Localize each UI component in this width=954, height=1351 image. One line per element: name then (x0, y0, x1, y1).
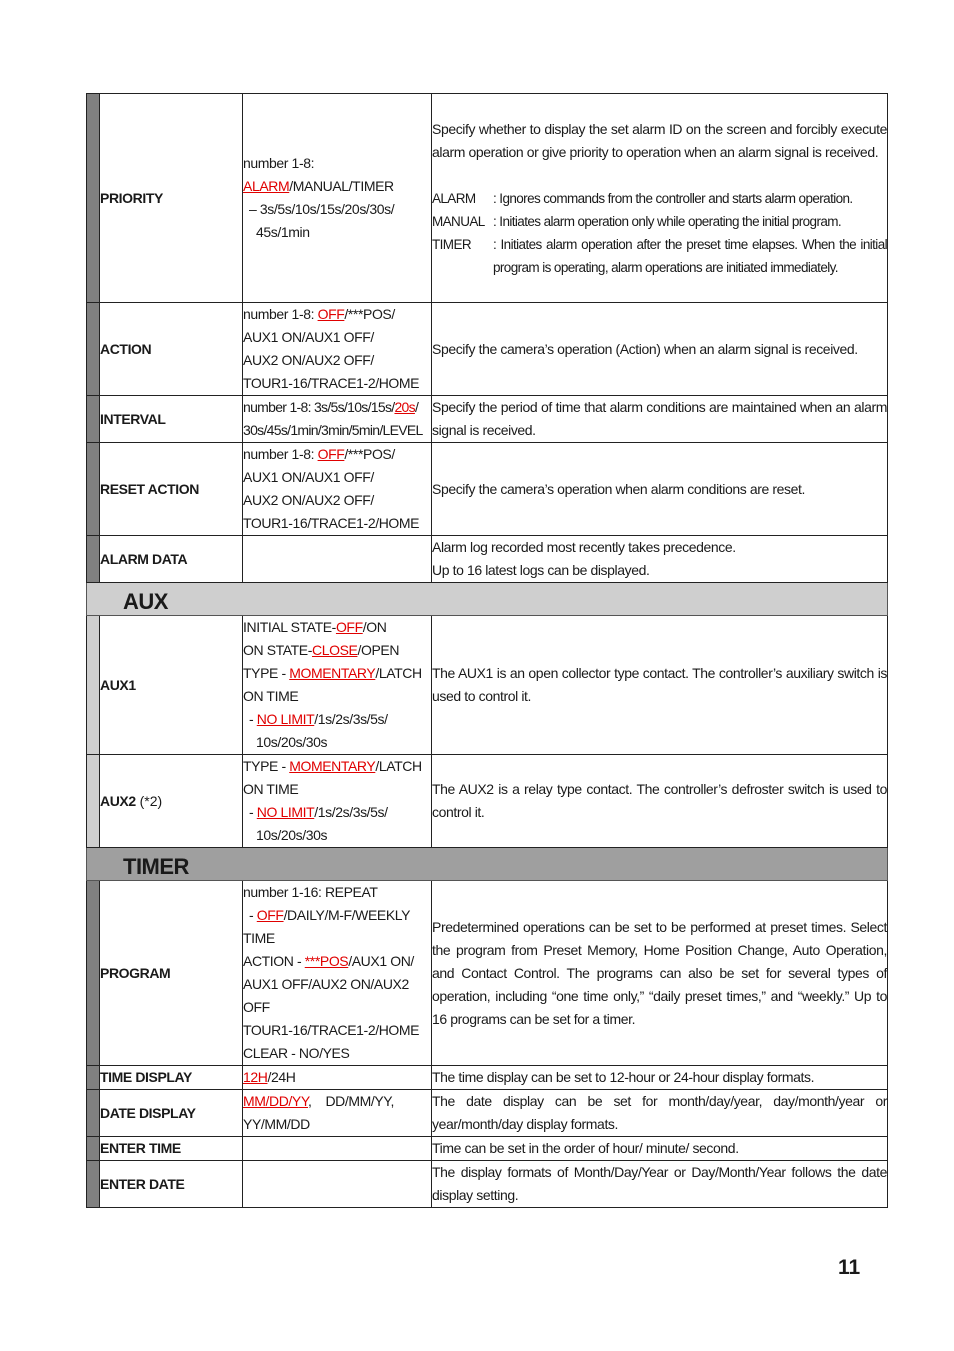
section-bar (87, 755, 100, 848)
setting-text: /1s/2s/3s/5s/ (314, 804, 388, 820)
option-key: TIMER (432, 236, 471, 252)
setting-line (243, 639, 431, 662)
setting-text: /***POS/ (344, 446, 395, 462)
table-row (87, 1137, 888, 1161)
setting-text: ACTION - (243, 953, 305, 969)
item-name: PROGRAM (100, 881, 243, 1066)
setting-line: AUX2 ON/AUX2 OFF/ (243, 352, 374, 368)
item-name: ALARM DATA (100, 536, 243, 583)
table-row (87, 94, 888, 303)
setting-text: /24H (267, 1069, 296, 1085)
setting-text: - (249, 907, 257, 923)
description: Specify the camera’s operation when alarm conditions are reset. (432, 443, 888, 536)
setting-text: /LATCH (375, 665, 422, 681)
default-value: CLOSE (312, 642, 358, 658)
setting-line (243, 1090, 431, 1113)
section-bar (87, 1066, 100, 1090)
setting-line: number 1-16: REPEAT (243, 884, 378, 900)
setting-line: YY/MM/DD (243, 1116, 310, 1132)
item-name (100, 755, 243, 848)
section-header-timer (87, 848, 888, 881)
option-list (432, 187, 887, 279)
setting-text: /ON (362, 619, 387, 635)
setting-text: /DAILY/M-F/WEEKLY (283, 907, 411, 923)
description: Time can be set in the order of hour/ minute/ second. (432, 1137, 888, 1161)
section-bar (87, 536, 100, 583)
setting-line: AUX1 OFF/AUX2 ON/AUX2 (243, 976, 409, 992)
table-row (87, 616, 888, 755)
setting-line: 10s/20s/30s (256, 734, 328, 750)
default-value: MM/DD/YY (243, 1093, 308, 1109)
setting-text: /1s/2s/3s/5s/ (314, 711, 388, 727)
section-title: TIMER (87, 848, 888, 881)
setting-line (243, 662, 431, 685)
setting-values (243, 396, 432, 443)
setting-values (243, 1090, 432, 1137)
setting-text: ON STATE- (243, 642, 312, 658)
default-value: 12H (243, 1069, 268, 1085)
option-key: MANUAL (432, 213, 485, 229)
description: The AUX1 is an open collector type contact. The controller’s auxiliary switch is used to control it. (432, 616, 888, 755)
setting-line (243, 175, 431, 198)
default-value: 20s (394, 399, 415, 415)
setting-line (243, 755, 431, 778)
setting-line (243, 616, 431, 639)
item-name: PRIORITY (100, 94, 243, 303)
setting-line: ON TIME (243, 688, 299, 704)
section-bar (87, 1137, 100, 1161)
setting-text: , DD/MM/YY, (308, 1093, 394, 1109)
table-row (87, 536, 888, 583)
option-value: : Initiates alarm operation only while operating the initial program. (493, 213, 842, 229)
setting-line (243, 708, 388, 731)
section-bar (87, 443, 100, 536)
setting-values (243, 443, 432, 536)
setting-line: ON TIME (243, 781, 299, 797)
description: The display formats of Month/Day/Year or Day/Month/Year follows the date display setting. (432, 1161, 888, 1208)
setting-line: AUX1 ON/AUX1 OFF/ (243, 469, 374, 485)
setting-text: number 1-8: 3s/5s/10s/15s/ (243, 399, 395, 415)
section-title: AUX (87, 583, 888, 616)
section-bar (87, 616, 100, 755)
setting-text: /LATCH (375, 758, 422, 774)
default-value: MOMENTARY (289, 665, 376, 681)
setting-line: 10s/20s/30s (256, 827, 328, 843)
description (432, 94, 888, 303)
setting-line: CLEAR - NO/YES (243, 1045, 350, 1061)
setting-line: TOUR1-16/TRACE1-2/HOME (243, 375, 420, 391)
setting-text: TYPE - (243, 758, 290, 774)
description: Specify the period of time that alarm conditions are maintained when an alarm signal is received. (432, 396, 888, 443)
description-text: Specify whether to display the set alarm ID on the screen and forcibly execute alarm operation or give priority to operation when an alarm signal is received. (432, 120, 887, 160)
setting-text: number 1-8: (243, 306, 318, 322)
section-bar (87, 881, 100, 1066)
item-name-text: AUX2 (100, 792, 136, 809)
table-row (87, 755, 888, 848)
table-row (87, 1090, 888, 1137)
item-name: DATE DISPLAY (100, 1090, 243, 1137)
setting-values (243, 1161, 432, 1208)
setting-line: – 3s/5s/10s/15s/20s/30s/ (249, 201, 395, 217)
page-number: 11 (838, 1256, 861, 1279)
setting-text: /OPEN (357, 642, 400, 658)
default-value: ***POS (304, 953, 349, 969)
setting-text: - (249, 804, 257, 820)
description (432, 536, 888, 583)
setting-text: - (249, 711, 257, 727)
setting-values (243, 1137, 432, 1161)
setting-line: number 1-8: (243, 155, 315, 171)
section-bar (87, 1090, 100, 1137)
default-value: OFF (317, 446, 345, 462)
setting-line (243, 396, 431, 419)
option-value: : Initiates alarm operation after the preset time elapses. When the initial program is operating, alarm operations are initiated immediately. (493, 236, 887, 275)
description: The AUX2 is a relay type contact. The controller’s defroster switch is used to control it. (432, 755, 888, 848)
table-row (87, 396, 888, 443)
setting-text: /AUX1 ON/ (348, 953, 414, 969)
setting-values (243, 881, 432, 1066)
table-row (87, 1161, 888, 1208)
description: Specify the camera’s operation (Action) when an alarm signal is received. (432, 303, 888, 396)
default-value: OFF (256, 907, 284, 923)
table-row (87, 1066, 888, 1090)
description: The time display can be set to 12-hour or 24-hour display formats. (432, 1066, 888, 1090)
item-name: ACTION (100, 303, 243, 396)
table-row (87, 881, 888, 1066)
section-bar (87, 1161, 100, 1208)
default-value: OFF (335, 619, 363, 635)
setting-line (243, 904, 410, 927)
item-name: ENTER DATE (100, 1161, 243, 1208)
item-name: RESET ACTION (100, 443, 243, 536)
setting-values (243, 616, 432, 755)
item-name: TIME DISPLAY (100, 1066, 243, 1090)
item-name: INTERVAL (100, 396, 243, 443)
setting-text: / (414, 399, 419, 415)
setting-text: number 1-8: (243, 446, 318, 462)
default-value: NO LIMIT (256, 711, 315, 727)
setting-text: TYPE - (243, 665, 290, 681)
setting-line: TOUR1-16/TRACE1-2/HOME (243, 515, 420, 531)
description: Predetermined operations can be set to be performed at preset times. Select the program from Preset Memory, Home Position Change, Auto Operation, and Contact Control. The programs can also be set for several types of operation, including “one time only,” “daily preset times,” and “weekly.” Up to 16 programs can be set for a timer. (432, 881, 888, 1066)
setting-line: TIME (243, 930, 275, 946)
setting-line: 45s/1min (256, 224, 310, 240)
footnote-ref: (*2) (135, 792, 163, 809)
setting-line: TOUR1-16/TRACE1-2/HOME (243, 1022, 420, 1038)
setting-values (243, 94, 432, 303)
setting-line (243, 950, 431, 973)
setting-line: 30s/45s/1min/3min/5min/LEVEL (243, 422, 423, 438)
option-key: ALARM (432, 190, 476, 206)
setting-values (243, 755, 432, 848)
default-value: ALARM (243, 178, 290, 194)
item-name: ENTER TIME (100, 1137, 243, 1161)
description-text: Up to 16 latest logs can be displayed. (432, 562, 650, 578)
setting-line: OFF (243, 999, 270, 1015)
setting-line: AUX2 ON/AUX2 OFF/ (243, 492, 374, 508)
setting-line (243, 443, 431, 466)
section-bar (87, 396, 100, 443)
default-value: OFF (317, 306, 345, 322)
table-row (87, 303, 888, 396)
default-value: MOMENTARY (289, 758, 376, 774)
setting-text: INITIAL STATE- (243, 619, 336, 635)
setting-line (243, 303, 431, 326)
description-text: Alarm log recorded most recently takes precedence. (432, 539, 736, 555)
setting-line (243, 801, 388, 824)
setting-values (243, 303, 432, 396)
setting-text: /MANUAL/TIMER (289, 178, 394, 194)
setting-line: AUX1 ON/AUX1 OFF/ (243, 329, 374, 345)
section-header-aux (87, 583, 888, 616)
default-value: NO LIMIT (256, 804, 315, 820)
setting-values (243, 1066, 432, 1090)
description: The date display can be set for month/day/year, day/month/year or year/month/day display formats. (432, 1090, 888, 1137)
section-bar (87, 303, 100, 396)
section-bar (87, 94, 100, 303)
setting-text: /***POS/ (344, 306, 395, 322)
option-value: : Ignores commands from the controller and starts alarm operation. (493, 190, 853, 206)
settings-table (86, 93, 888, 1208)
table-row (87, 443, 888, 536)
setting-values (243, 536, 432, 583)
item-name: AUX1 (100, 616, 243, 755)
